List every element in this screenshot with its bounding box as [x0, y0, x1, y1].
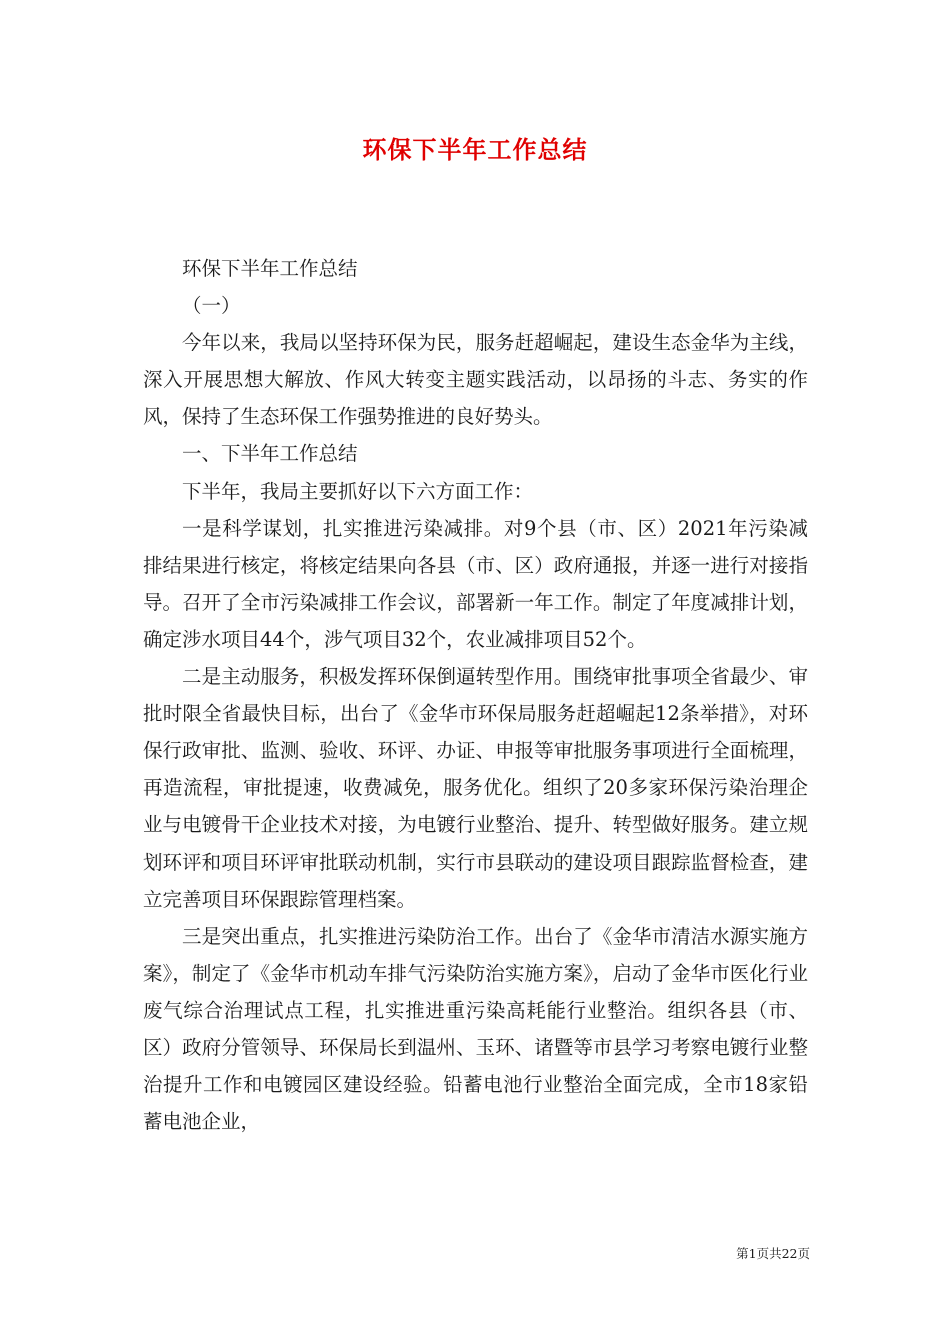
item-one-paragraph: 一是科学谋划，扎实推进污染减排。对9个县（市、区）2021年污染减排结果进行核定，将核定结果向各县（市、区）政府通报，并逐一进行对接指导。召开了全市污染减排工作会议，部署新一年工作。制定了年度减排计划，确定涉水项目44个，涉气项目32个，农业减排项目52个。: [143, 516, 808, 651]
section-number-paragraph: （一）: [182, 294, 241, 318]
item-three-paragraph: 三是突出重点，扎实推进污染防治工作。出台了《金华市清洁水源实施方案》，制定了《金华市机动车排气污染防治实施方案》，启动了金华市医化行业废气综合治理试点工程，扎实推进重污染高耗能行业整治。组织各县（市、区）政府分管领导、环保局长到温州、玉环、诸暨等市县学习考察电镀行业整治提升工作和电镀园区建设经验。铅蓄电池行业整治全面完成，全市18家铅蓄电池企业，: [143, 924, 808, 1134]
page-number: 第1页共22页: [736, 1246, 810, 1261]
document-body: [143, 250, 808, 1140]
summary-lead-paragraph: 下半年，我局主要抓好以下六方面工作：: [182, 479, 534, 503]
section-heading: 一、下半年工作总结: [182, 442, 358, 466]
item-two-paragraph: 二是主动服务，积极发挥环保倒逼转型作用。围绕审批事项全省最少、审批时限全省最快目标，出台了《金华市环保局服务赶超崛起12条举措》，对环保行政审批、监测、验收、环评、办证、申报等审批服务事项进行全面梳理，再造流程，审批提速，收费减免，服务优化。组织了20多家环保污染治理企业与电镀骨干企业技术对接，为电镀行业整治、提升、转型做好服务。建立规划环评和项目环评审批联动机制，实行市县联动的建设项目跟踪监督检查，建立完善项目环保跟踪管理档案。: [143, 665, 808, 911]
intro-paragraph: 今年以来，我局以坚持环保为民，服务赶超崛起，建设生态金华为主线，深入开展思想大解放、作风大转变主题实践活动，以昂扬的斗志、务实的作风，保持了生态环保工作强势推进的良好势头。: [143, 331, 808, 429]
document-title: 环保下半年工作总结: [362, 135, 588, 164]
subtitle-paragraph: 环保下半年工作总结: [182, 257, 358, 280]
